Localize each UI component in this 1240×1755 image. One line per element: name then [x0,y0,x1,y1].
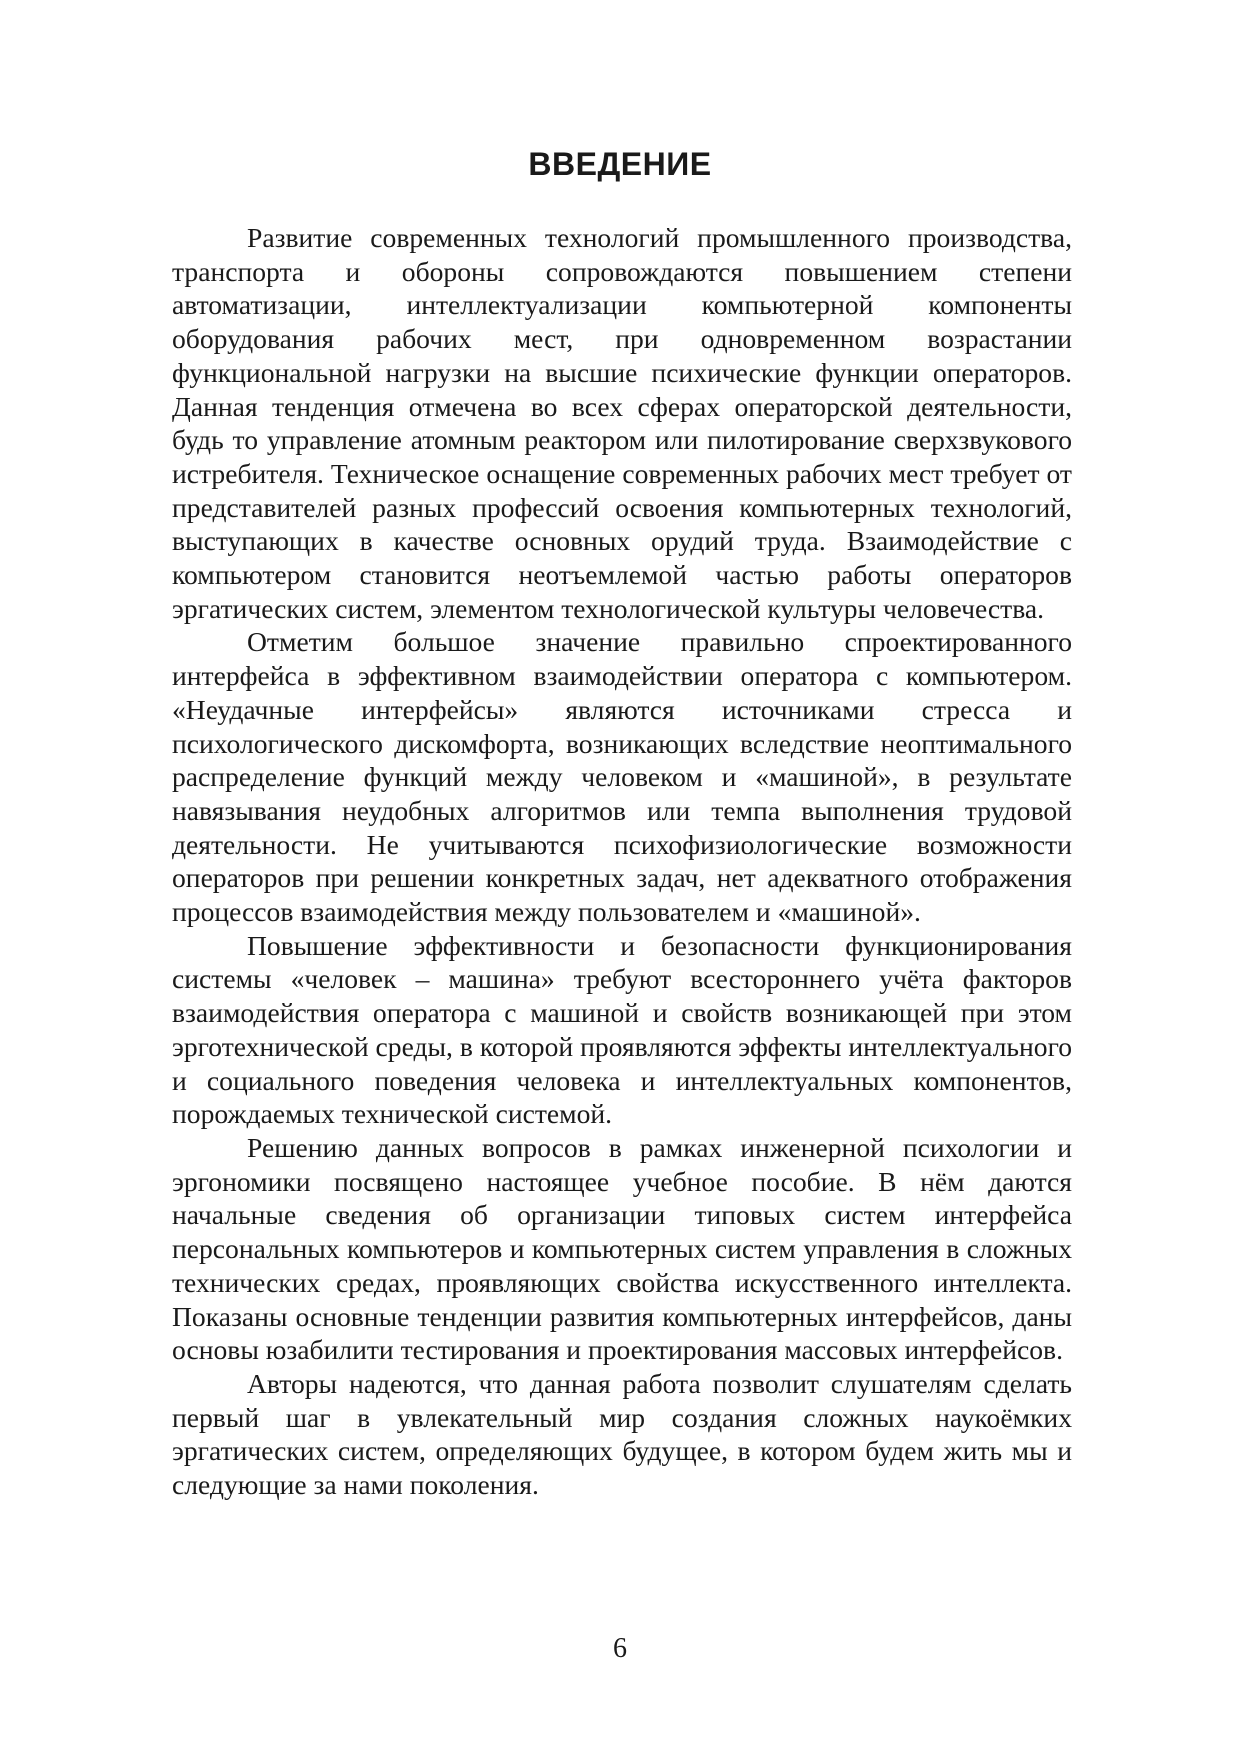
page-title: ВВЕДЕНИЕ [528,146,712,182]
paragraph-5: Авторы надеются, что данная работа позволит слушателям сделать первый шаг в увлекательный мир создания сложных наукоёмких эргатических систем, определяющих будущее, в котором будем жить мы и следующие за нами поколения. [172,1367,1072,1501]
paragraph-1: Развитие современных технологий промышленного производства, транспорта и обороны сопровождаются повышением степени автоматизации, интеллектуализации компьютерной компоненты оборудования рабочих мест, при одновременном возрастании функциональной нагрузки на высшие психические функции операторов. Данная тенденция отмечена во всех сферах операторской деятельности, будь то управление атомным реактором или пилотирование сверхзвукового истребителя. Техническое оснащение современных рабочих мест требует от представителей разных профессий освоения компьютерных технологий, выступающих в качестве основных орудий труда. Взаимодействие с компьютером становится неотъемлемой частью работы операторов эргатических систем, элементом технологической культуры человечества. [172,222,1072,624]
body-text [172,221,1072,1502]
paragraph-4: Решению данных вопросов в рамках инженерной психологии и эргономики посвящено настоящее учебное пособие. В нём даются начальные сведения об организации типовых систем интерфейса персональных компьютеров и компьютерных систем управления в сложных технических средах, проявляющих свойства искусственного интеллекта. Показаны основные тенденции развития компьютерных интерфейсов, даны основы юзабилити тестирования и проектирования массовых интерфейсов. [172,1131,1072,1366]
paragraph-3: Повышение эффективности и безопасности функционирования системы «человек – машина» требуют всестороннего учёта факторов взаимодействия оператора с машиной и свойств возникающей при этом эрготехнической среды, в которой проявляются эффекты интеллектуального и социального поведения человека и интеллектуальных компонентов, порождаемых технической системой. [172,929,1072,1130]
paragraph-2: Отметим большое значение правильно спроектированного интерфейса в эффективном взаимодействии оператора с компьютером. «Неудачные интерфейсы» являются источниками стресса и психологического дискомфорта, возникающих вследствие неоптимального распределение функций между человеком и «машиной», в результате навязывания неудобных алгоритмов или темпа выполнения трудовой деятельности. Не учитываются психофизиологические возможности операторов при решении конкретных задач, нет адекватного отображения процессов взаимодействия между пользователем и «машиной». [172,626,1072,928]
page-number: 6 [613,1633,627,1664]
